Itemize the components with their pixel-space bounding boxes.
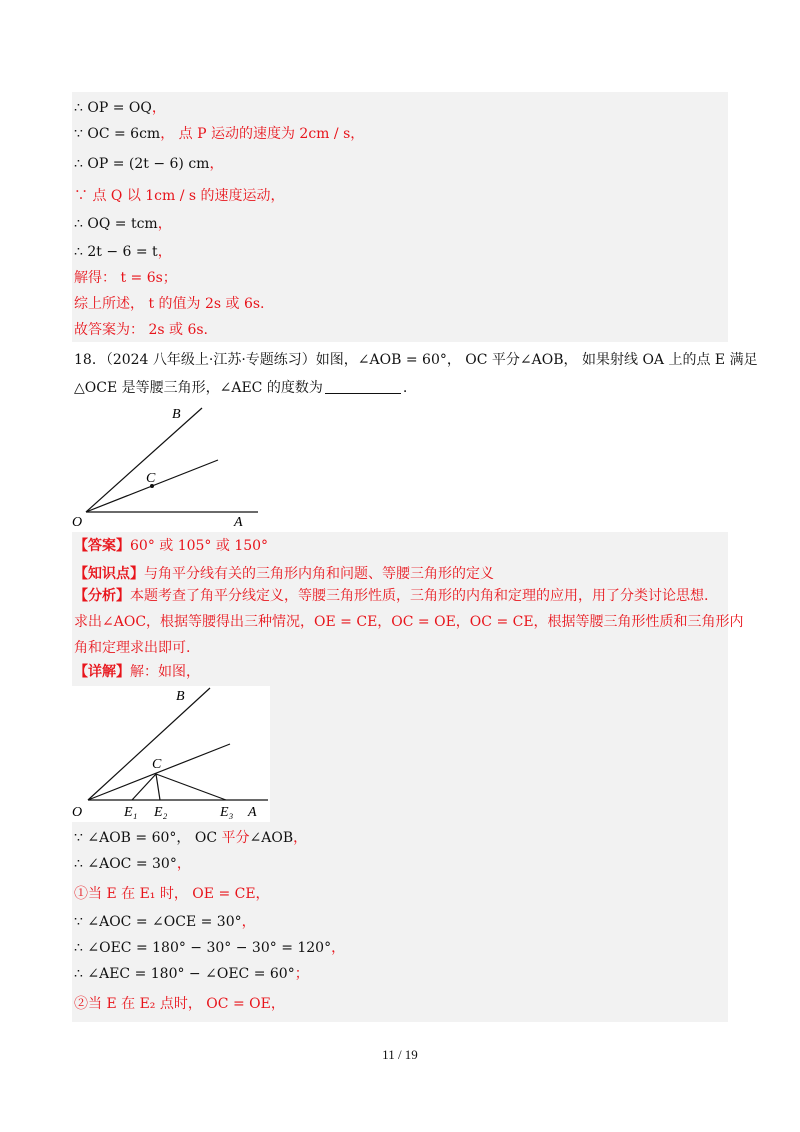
analysis-line-3: 角和定理求出即可. <box>74 640 191 656</box>
segment-ce2 <box>156 774 160 800</box>
label-b: B <box>172 407 181 422</box>
detail-step-1: ∵ ∠AOB = 60°， OC 平分∠AOB， <box>74 830 308 846</box>
detail-step-7: ②当 E 在 E₂ 点时， OC = OE， <box>74 996 285 1012</box>
label-b-2: B <box>176 689 185 704</box>
answer-line: 【答案】60° 或 105° 或 150° <box>74 538 269 554</box>
knowledge-line: 【知识点】与角平分线有关的三角形内角和问题、等腰三角形的定义 <box>74 566 494 582</box>
detail-step-2: ∴ ∠AOC = 30°， <box>74 856 191 872</box>
ray-ob-2 <box>88 688 210 800</box>
question-line-2: △OCE 是等腰三角形，∠AEC 的度数为 . <box>74 380 408 396</box>
label-o-2: O <box>72 805 83 820</box>
detail-step-5: ∴ ∠OEC = 180° − 30° − 30° = 120°， <box>74 940 346 956</box>
solution-line-5: ∴ OQ = tcm， <box>74 216 172 232</box>
label-a: A <box>234 515 243 530</box>
solution-line-1: ∴ OP = OQ， <box>74 100 166 116</box>
figure-1 <box>70 400 270 530</box>
ray-ob <box>86 408 202 512</box>
label-e3: E₃ <box>220 805 234 820</box>
solution-line-7: 解得： t = 6s； <box>74 270 177 286</box>
detail-step-6: ∴ ∠AEC = 180° − ∠OEC = 60°； <box>74 966 309 982</box>
solution-line-8: 综上所述， t 的值为 2s 或 6s. <box>74 296 265 312</box>
analysis-line-2: 求出∠AOC，根据等腰得出三种情况，OE = CE，OC = OE，OC = CE，根据等腰三角形性质和三角形内 <box>74 614 744 630</box>
page-number: 11 / 19 <box>382 1047 418 1062</box>
solution-line-4: ∵ 点 Q 以 1cm / s 的速度运动， <box>74 188 285 204</box>
analysis-line-1: 【分析】本题考查了角平分线定义，等腰三角形性质，三角形的内角和定理的应用，用了分类讨论思想. <box>74 588 709 604</box>
label-c-2: C <box>152 757 162 772</box>
segment-ce3 <box>156 774 226 800</box>
label-o: O <box>72 515 83 530</box>
solution-line-2: ∵ OC = 6cm， 点 P 运动的速度为 2cm / s， <box>74 126 365 142</box>
label-e2: E₂ <box>154 805 168 820</box>
detail-step-4: ∵ ∠AOC = ∠OCE = 30°， <box>74 914 256 930</box>
detail-step-3: ①当 E 在 E₁ 时， OE = CE， <box>74 886 270 902</box>
label-e1: E₁ <box>124 805 138 820</box>
label-c: C <box>146 471 156 486</box>
question-line-1: 18．（2024 八年级上·江苏·专题练习）如图，∠AOB = 60°， OC 平分∠AOB， 如果射线 OA 上的点 E 满足 <box>74 352 758 368</box>
solution-line-9: 故答案为： 2s 或 6s. <box>74 322 208 338</box>
figure-2 <box>72 686 270 822</box>
solution-line-3: ∴ OP = (2t − 6) cm， <box>74 156 224 172</box>
label-a-2: A <box>248 805 257 820</box>
solution-line-6: ∴ 2t − 6 = t， <box>74 244 172 260</box>
detail-line: 【详解】解：如图， <box>74 664 200 680</box>
answer-blank <box>325 379 401 394</box>
